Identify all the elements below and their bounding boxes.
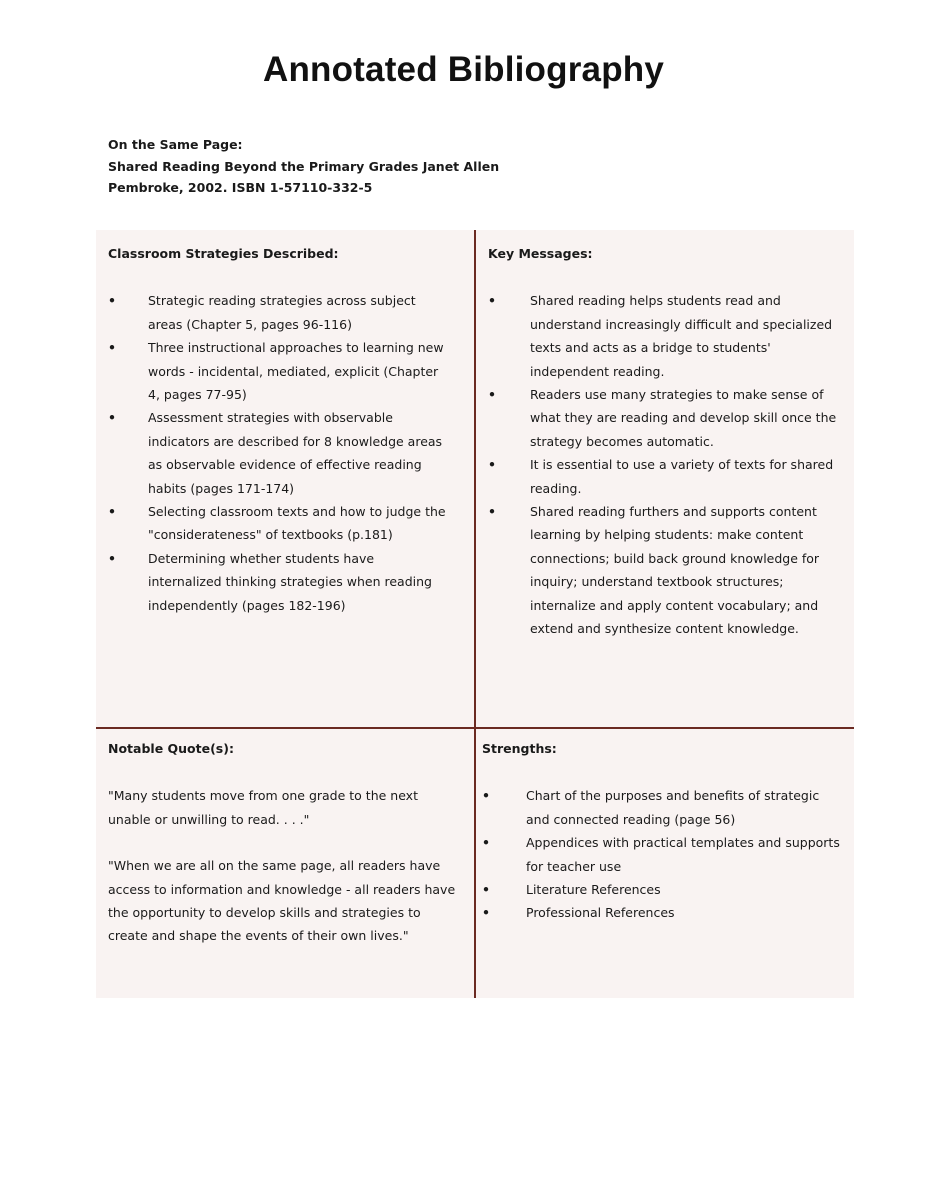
strategies-cell xyxy=(108,242,458,617)
list-item-text: Strategic reading strategies across subject areas (Chapter 5, pages 96-116) xyxy=(148,293,416,332)
citation-publisher-isbn: Pembroke, 2002. ISBN 1-57110-332-5 xyxy=(108,180,373,195)
list-item-text: Three instructional approaches to learning new words - incidental, mediated, explicit (Chapter 4, pages 77-95) xyxy=(148,340,444,403)
list-item xyxy=(108,289,448,336)
bullet-icon: • xyxy=(482,882,490,898)
bullet-icon: • xyxy=(108,550,116,566)
list-item-text: Determining whether students have internalized thinking strategies when reading independently (pages 182-196) xyxy=(148,550,432,613)
list-item xyxy=(488,289,846,383)
list-item xyxy=(482,901,846,924)
list-item-text: Readers use many strategies to make sense of what they are reading and develop skill once the strategy becomes automatic. xyxy=(530,387,837,449)
list-item xyxy=(488,453,846,500)
bullet-icon: • xyxy=(108,293,116,309)
bullet-icon: • xyxy=(482,788,490,804)
bullet-icon: • xyxy=(488,504,496,520)
key-messages-list xyxy=(488,289,848,640)
list-item xyxy=(482,784,846,831)
list-item-text: Shared reading furthers and supports content learning by helping students: make content connections; build back ground knowledge for inquiry; understand textbook structures; internalize and apply content vocabulary; and extend and synthesize content knowledge. xyxy=(530,504,820,637)
bullet-icon: • xyxy=(108,340,116,356)
list-item xyxy=(108,336,448,406)
annotation-table xyxy=(96,230,854,998)
bullet-icon: • xyxy=(108,504,116,520)
list-item xyxy=(488,383,846,453)
quote-text: "Many students move from one grade to the next unable or unwilling to read. . . ." xyxy=(108,788,418,827)
list-item xyxy=(108,500,448,547)
list-item xyxy=(108,547,448,617)
bullet-icon: • xyxy=(488,293,496,309)
table-vertical-divider xyxy=(474,230,476,998)
key-messages-heading: Key Messages: xyxy=(488,246,593,261)
list-item xyxy=(108,406,448,500)
citation-subtitle-author: Shared Reading Beyond the Primary Grades Janet Allen xyxy=(108,158,500,174)
list-item xyxy=(488,500,846,640)
list-item-text: Literature References xyxy=(526,882,661,898)
strengths-heading: Strengths: xyxy=(482,741,557,756)
list-item-text: It is essential to use a variety of texts for shared reading. xyxy=(530,457,834,496)
bullet-icon: • xyxy=(108,410,116,426)
list-item-text: Assessment strategies with observable indicators are described for 8 knowledge areas as observable evidence of effective reading habits (pages 171-174) xyxy=(148,410,443,496)
quotes-cell xyxy=(108,737,463,948)
strategies-heading: Classroom Strategies Described: xyxy=(108,246,339,261)
list-item-text: Appendices with practical templates and supports for teacher use xyxy=(526,835,840,874)
list-item-text: Selecting classroom texts and how to judge the "considerateness" of textbooks (p.181) xyxy=(148,504,446,543)
bullet-icon: • xyxy=(488,457,496,473)
citation-title: On the Same Page: xyxy=(108,137,243,152)
list-item-text: Shared reading helps students read and understand increasingly difficult and specialized texts and acts as a bridge to students' independent reading. xyxy=(530,293,833,379)
list-item xyxy=(482,831,846,878)
quote-text: "When we are all on the same page, all readers have access to information and knowledge - all readers have the opportunity to develop skills and strategies to create and shape the events of their own lives." xyxy=(108,858,456,944)
table-horizontal-divider xyxy=(96,727,854,729)
strengths-list xyxy=(482,784,847,924)
page-title: Annotated Bibliography xyxy=(262,50,665,89)
list-item-text: Professional References xyxy=(526,905,675,921)
quotes-heading: Notable Quote(s): xyxy=(108,741,234,756)
citation xyxy=(108,134,499,199)
list-item-text: Chart of the purposes and benefits of strategic and connected reading (page 56) xyxy=(526,788,820,827)
bullet-icon: • xyxy=(482,835,490,851)
bullet-icon: • xyxy=(488,387,496,403)
strategies-list xyxy=(108,289,458,617)
list-item xyxy=(482,878,846,901)
strengths-cell xyxy=(482,737,847,925)
bullet-icon: • xyxy=(482,905,490,921)
key-messages-cell xyxy=(488,242,848,641)
